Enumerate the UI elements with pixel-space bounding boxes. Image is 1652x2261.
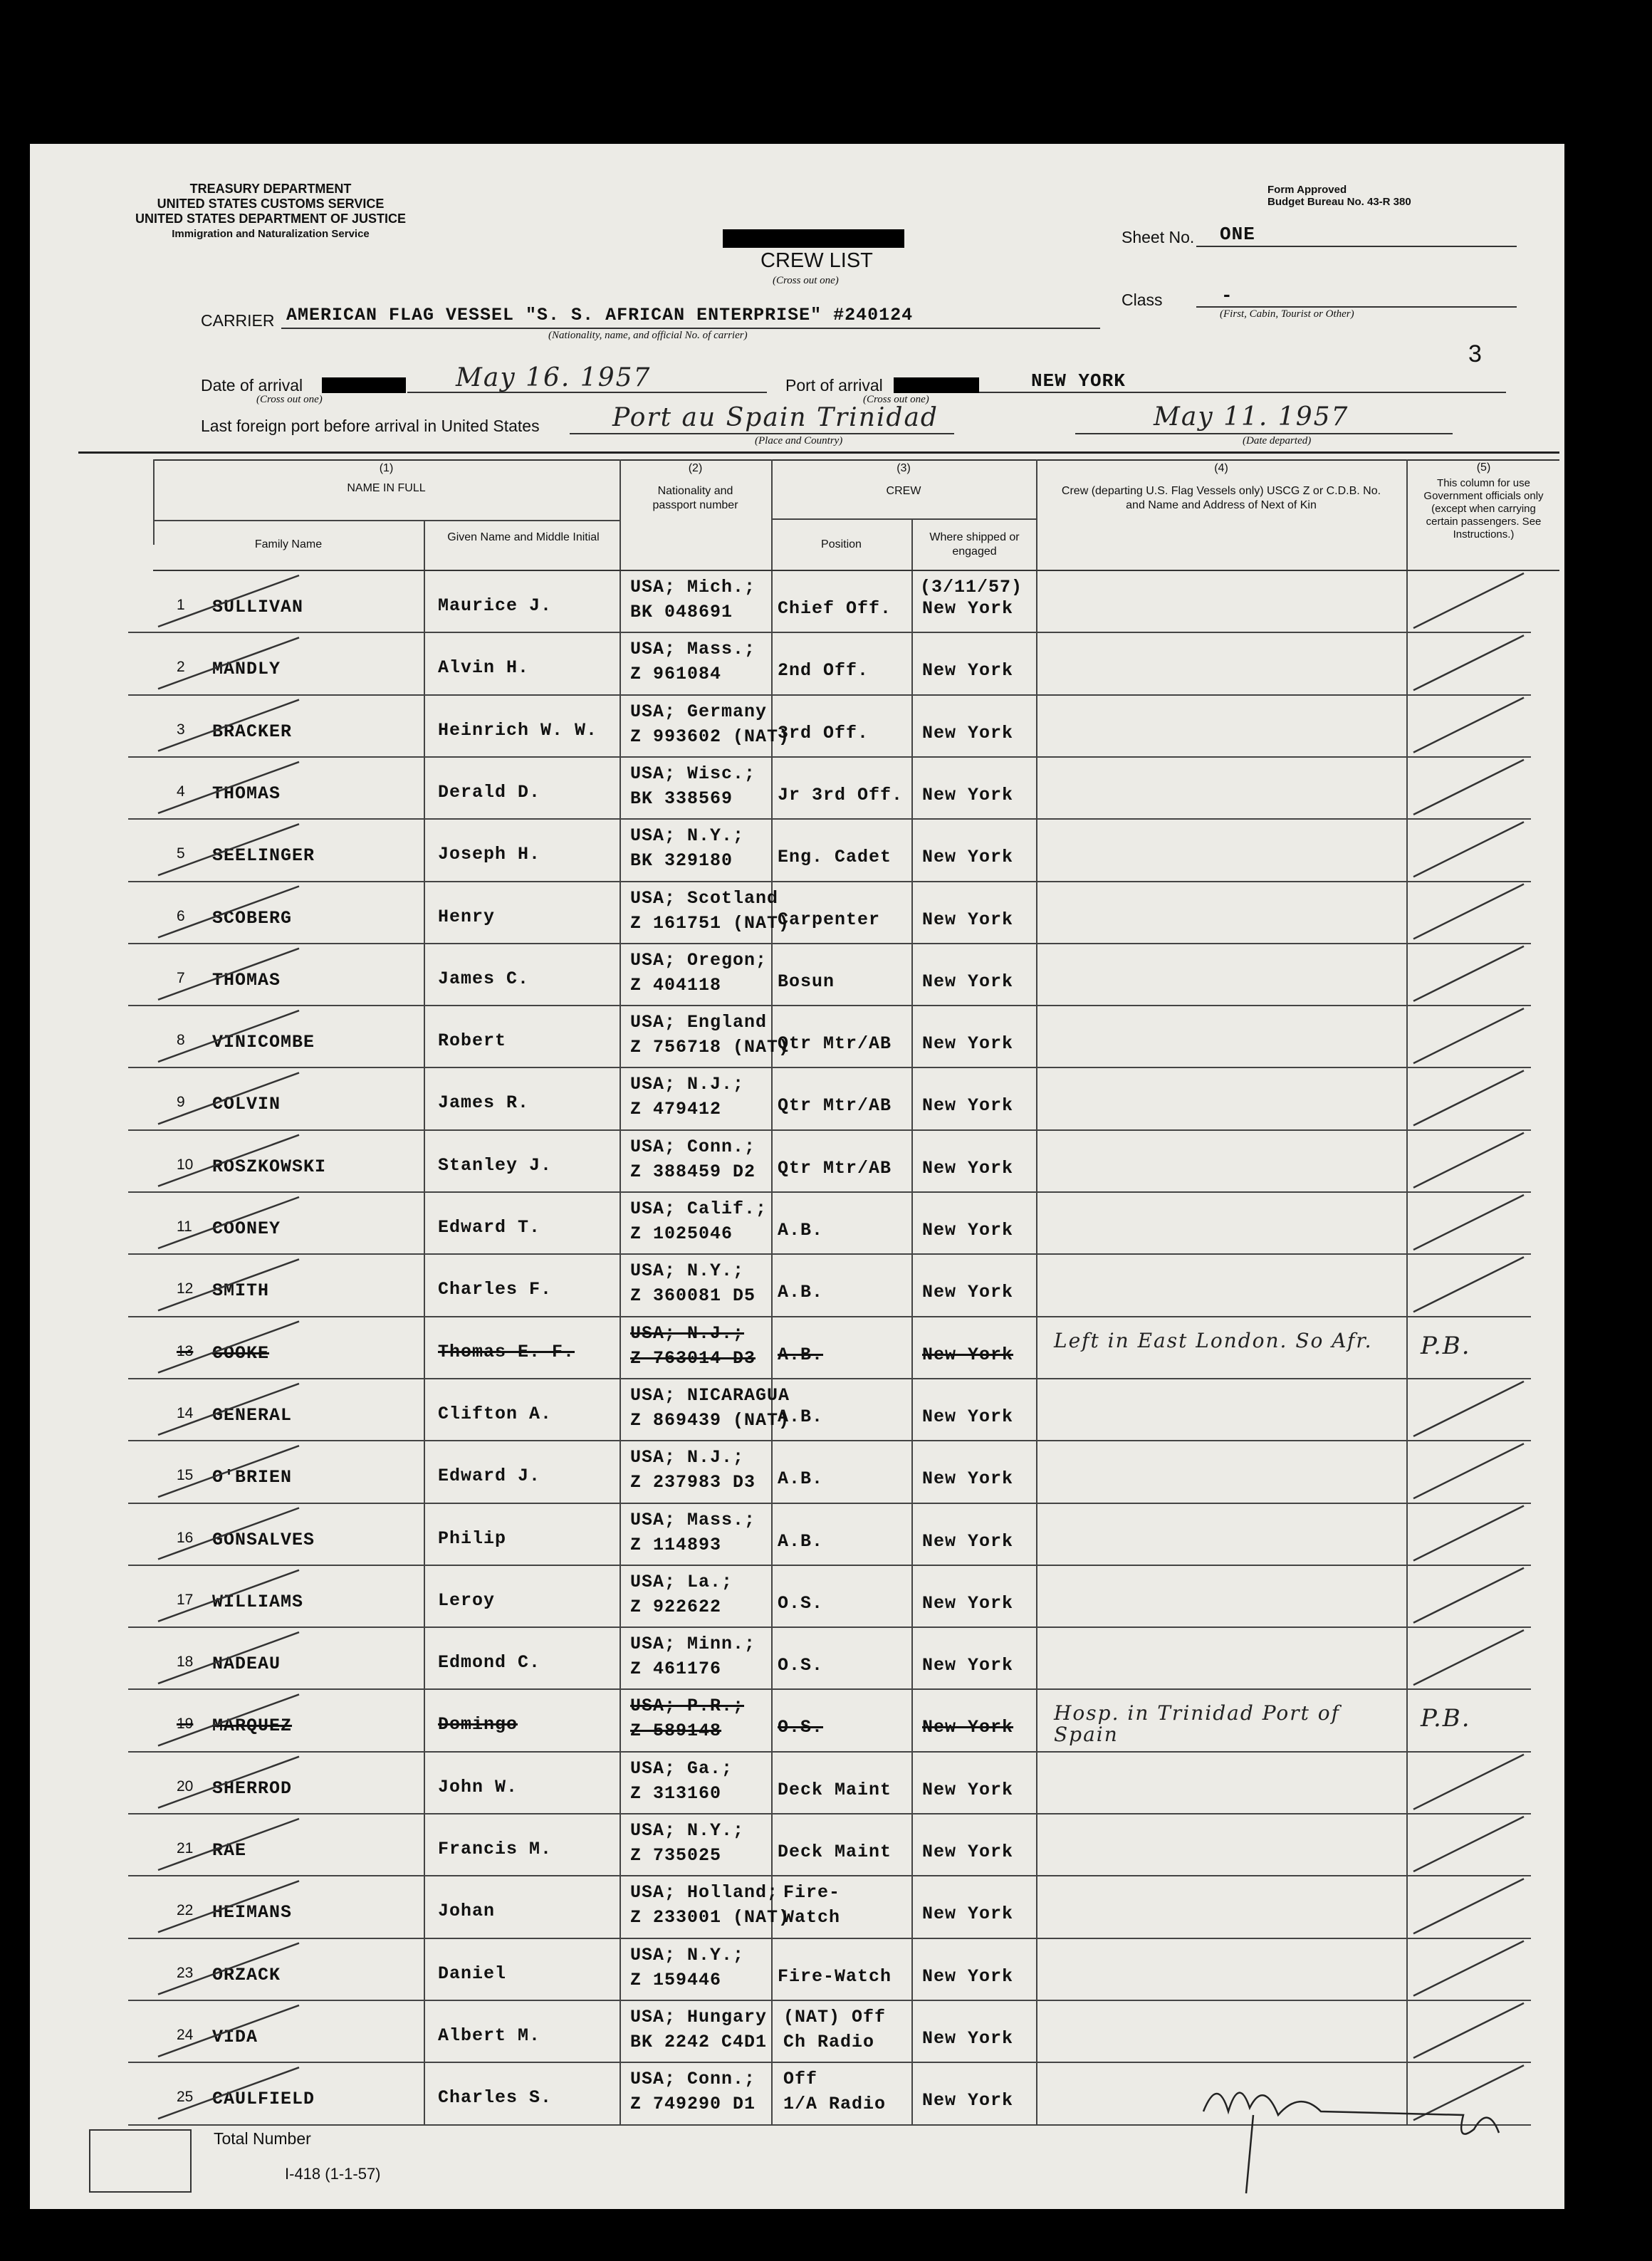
given-name: James C. — [438, 968, 530, 989]
last-port-label: Last foreign port before arrival in United States — [201, 417, 540, 435]
nationality: USA; N.J.; — [630, 1074, 745, 1095]
given-name: Alvin H. — [438, 657, 530, 679]
family-name: BRACKER — [212, 721, 293, 742]
given-name: Robert — [438, 1030, 507, 1052]
name-check-mark — [158, 1881, 299, 1932]
nationality: USA; Scotland — [630, 887, 779, 909]
carrier-value: AMERICAN FLAG VESSEL "S. S. AFRICAN ENTERPRISE" #240124 — [286, 305, 914, 325]
given-name: Albert M. — [438, 2025, 541, 2046]
last-port-note: (Place and Country) — [755, 435, 843, 447]
official-check-mark — [1413, 946, 1524, 1001]
page-number: 3 — [1468, 340, 1482, 367]
name-check-mark — [158, 2005, 299, 2057]
name-check-mark — [158, 1757, 299, 1808]
position: Fire- — [783, 1882, 841, 1904]
given-name: Charles F. — [438, 1279, 553, 1300]
nationality: USA; Ga.; — [630, 1758, 733, 1779]
family-name: SCOBERG — [212, 907, 293, 929]
shipped-place: New York — [922, 1406, 1014, 1427]
given-name: Clifton A. — [438, 1403, 553, 1424]
name-check-mark — [158, 2067, 299, 2119]
official-initials: P.B. — [1421, 1704, 1471, 1733]
nationality: USA; Germany — [630, 701, 768, 722]
name-check-mark — [158, 1072, 299, 1124]
nationality: USA; P.R.; — [630, 1696, 745, 1717]
nationality: USA; N.Y.; — [630, 1260, 745, 1282]
given-name: Edward T. — [438, 1217, 541, 1238]
official-check-mark — [1413, 1257, 1524, 1312]
position: Off — [783, 2069, 818, 2090]
row-number: 19 — [177, 1716, 194, 1733]
nationality: USA; La.; — [630, 1571, 733, 1592]
col1-title: NAME IN FULL — [347, 482, 426, 494]
given-name: John W. — [438, 1776, 518, 1797]
carrier-note: (Nationality, name, and official No. of carrier) — [548, 330, 748, 341]
position: Deck Maint — [778, 1779, 892, 1800]
name-check-mark — [158, 1384, 299, 1435]
given-name: Francis M. — [438, 1839, 553, 1859]
family-name: NADEAU — [212, 1654, 281, 1675]
position: Fire-Watch — [778, 1965, 892, 1987]
official-check-mark — [1413, 1195, 1524, 1250]
row-number: 7 — [177, 969, 185, 986]
port-label: Port of arrival — [785, 376, 883, 395]
position: Qtr Mtr/AB — [778, 1095, 892, 1117]
agency-line-2: UNITED STATES CUSTOMS SERVICE — [157, 197, 385, 211]
shipped-place: New York — [922, 971, 1014, 992]
port-value: NEW YORK — [1031, 370, 1126, 392]
passport-number: Z 114893 — [630, 1534, 722, 1555]
family-name: CAULFIELD — [212, 2089, 315, 2110]
nationality: USA; Mass.; — [630, 1509, 756, 1530]
position: A.B. — [778, 1344, 824, 1365]
name-check-mark — [158, 575, 299, 627]
official-check-mark — [1413, 1755, 1524, 1810]
given-name: Heinrich W. W. — [438, 719, 598, 741]
family-name: ORZACK — [212, 1964, 281, 1985]
position-line-2: Watch — [783, 1907, 841, 1928]
official-check-mark — [1413, 1070, 1524, 1125]
family-name: SHERROD — [212, 1777, 293, 1799]
shipped-place: New York — [922, 660, 1014, 682]
family-name: VIDA — [212, 2026, 258, 2047]
form-approved-line-1: Form Approved — [1267, 184, 1347, 196]
col5-number: (5) — [1476, 461, 1491, 474]
row-number: 25 — [177, 2089, 194, 2106]
shipped-place: New York — [922, 1220, 1014, 1241]
shipped-place: New York — [922, 598, 1014, 619]
shipped-place: New York — [922, 1468, 1014, 1490]
official-check-mark — [1413, 822, 1524, 877]
nationality: USA; Mass.; — [630, 639, 756, 660]
official-check-mark — [1413, 573, 1524, 628]
family-name: RAE — [212, 1840, 247, 1861]
family-name: O'BRIEN — [212, 1467, 293, 1488]
shipped-place: New York — [922, 847, 1014, 868]
agency-line-1: TREASURY DEPARTMENT — [189, 182, 352, 196]
form-approved-line-2: Budget Bureau No. 43-R 380 — [1267, 196, 1411, 208]
col1b-header: Given Name and Middle Initial — [447, 531, 600, 543]
position: (NAT) Off — [783, 2006, 887, 2027]
row-number: 17 — [177, 1591, 194, 1608]
given-name: Edward J. — [438, 1466, 541, 1487]
total-label: Total Number — [214, 2129, 311, 2148]
nationality: USA; Mich.; — [630, 577, 756, 597]
passport-number: Z 756718 (NAT) — [630, 1037, 790, 1058]
given-name: Daniel — [438, 1963, 507, 1984]
last-port-value: Port au Spain Trinidad — [612, 403, 939, 432]
row-number: 18 — [177, 1654, 194, 1671]
total-number-box[interactable] — [89, 2129, 192, 2193]
page-title: CREW LIST — [760, 249, 873, 272]
position: A.B. — [778, 1282, 824, 1303]
official-check-mark — [1413, 1941, 1524, 1996]
passport-number: Z 479412 — [630, 1099, 722, 1120]
passport-number: Z 993602 (NAT) — [630, 726, 790, 747]
name-check-mark — [158, 700, 299, 751]
row-number: 23 — [177, 1964, 194, 1981]
name-check-mark — [158, 1570, 299, 1622]
position: O.S. — [778, 1592, 824, 1614]
given-name: Stanley J. — [438, 1154, 553, 1176]
official-check-mark — [1413, 2003, 1524, 2058]
row-number: 15 — [177, 1467, 194, 1484]
name-check-mark — [158, 1259, 299, 1310]
nationality: USA; N.Y.; — [630, 825, 745, 847]
name-check-mark — [158, 637, 299, 689]
given-name: Johan — [438, 1901, 496, 1922]
row-number: 10 — [177, 1156, 194, 1173]
passport-number: Z 233001 (NAT) — [630, 1907, 790, 1928]
position: Eng. Cadet — [778, 847, 892, 868]
family-name: VINICOMBE — [212, 1032, 315, 1053]
passport-number: BK 338569 — [630, 788, 733, 809]
name-check-mark — [158, 949, 299, 1000]
name-check-mark — [158, 762, 299, 813]
nationality: USA; Conn.; — [630, 2069, 756, 2090]
name-check-mark — [158, 1011, 299, 1062]
class-note: (First, Cabin, Tourist or Other) — [1220, 308, 1354, 320]
position: Deck Maint — [778, 1842, 892, 1862]
family-name: SULLIVAN — [212, 597, 304, 617]
shipped-place: New York — [922, 1282, 1014, 1303]
passport-number: Z 388459 D2 — [630, 1161, 756, 1182]
row-number: 24 — [177, 2026, 194, 2043]
position: O.S. — [778, 1655, 824, 1676]
position: Qtr Mtr/AB — [778, 1157, 892, 1179]
family-name: COLVIN — [212, 1094, 281, 1115]
shipped-place: New York — [922, 1157, 1014, 1179]
passport-number: Z 161751 (NAT) — [630, 912, 790, 934]
arrival-date-label: Date of arrival — [201, 376, 303, 395]
official-check-mark — [1413, 1008, 1524, 1063]
nationality: USA; Holland; — [630, 1882, 779, 1904]
given-name: Thomas E. F. — [438, 1341, 575, 1362]
family-name: MARQUEZ — [212, 1716, 293, 1737]
name-check-mark — [158, 1819, 299, 1870]
family-name: WILLIAMS — [212, 1591, 304, 1612]
position: 3rd Off. — [778, 722, 869, 743]
family-name: GONSALVES — [212, 1529, 315, 1550]
departed-note: (Date departed) — [1243, 435, 1312, 447]
family-name: GENERAL — [212, 1404, 293, 1426]
row-number: 20 — [177, 1777, 194, 1795]
given-name: Henry — [438, 906, 496, 927]
passport-number: Z 922622 — [630, 1596, 722, 1617]
nationality: USA; N.J.; — [630, 1322, 745, 1344]
nationality: USA; Calif.; — [630, 1199, 768, 1219]
row-number: 1 — [177, 597, 185, 613]
col3-number: (3) — [896, 462, 911, 474]
name-check-mark — [158, 1322, 299, 1373]
nationality: USA; Minn.; — [630, 1634, 756, 1655]
name-check-mark — [158, 1197, 299, 1248]
col3-title: CREW — [886, 485, 921, 497]
passport-number: Z 461176 — [630, 1659, 722, 1680]
name-check-mark — [158, 1694, 299, 1745]
passport-number: Z 1025046 — [630, 1223, 733, 1244]
official-check-mark — [1413, 884, 1524, 939]
shipped-place: New York — [922, 784, 1014, 805]
position: O.S. — [778, 1717, 824, 1738]
passport-number: BK 2242 C4D1 — [630, 2031, 768, 2052]
shipped-place: New York — [922, 1095, 1014, 1117]
passport-number: Z 360081 D5 — [630, 1285, 756, 1307]
shipped-place: New York — [922, 1033, 1014, 1055]
class-label: Class — [1122, 291, 1163, 309]
name-check-mark — [158, 1446, 299, 1497]
family-name: COOKE — [212, 1342, 270, 1364]
arrival-date-value: May 16. 1957 — [456, 363, 652, 392]
passport-number: Z 237983 D3 — [630, 1472, 756, 1493]
shipped-place: New York — [922, 2090, 1014, 2111]
family-name: THOMAS — [212, 783, 281, 804]
row-number: 5 — [177, 845, 185, 862]
official-check-mark — [1413, 1879, 1524, 1933]
class-value: - — [1221, 285, 1233, 306]
row-number: 14 — [177, 1404, 194, 1421]
shipped-place: New York — [922, 1655, 1014, 1676]
row-number: 21 — [177, 1840, 194, 1857]
position: A.B. — [778, 1406, 824, 1427]
passport-number: Z 749290 D1 — [630, 2094, 756, 2115]
official-check-mark — [1413, 760, 1524, 815]
official-check-mark — [1413, 1817, 1524, 1871]
position: A.B. — [778, 1530, 824, 1552]
title-note: (Cross out one) — [773, 275, 839, 286]
agency-line-3: UNITED STATES DEPARTMENT OF JUSTICE — [135, 212, 406, 226]
given-name: Philip — [438, 1528, 507, 1549]
name-check-mark — [158, 1632, 299, 1683]
col4-title: Crew (departing U.S. Flag Vessels only) USCG Z or C.D.B. No. and Name and Address of Next of Kin — [1061, 485, 1381, 511]
name-check-mark — [158, 1943, 299, 1995]
passport-number: Z 735025 — [630, 1845, 722, 1866]
given-name: Edmond C. — [438, 1652, 541, 1673]
row-number: 16 — [177, 1529, 194, 1546]
family-name: THOMAS — [212, 969, 281, 991]
nationality: USA; Conn.; — [630, 1136, 756, 1157]
shipped-place: New York — [922, 909, 1014, 930]
shipped-place: New York — [922, 1717, 1014, 1738]
shipped-place: New York — [922, 1842, 1014, 1862]
form-number: I-418 (1-1-57) — [285, 2165, 381, 2183]
col1a-header: Family Name — [254, 538, 323, 550]
family-name: ROSZKOWSKI — [212, 1156, 327, 1177]
nationality: USA; N.Y.; — [630, 1820, 745, 1841]
nationality: USA; Oregon; — [630, 949, 768, 971]
passport-number: Z 404118 — [630, 974, 722, 996]
shipped-place: New York — [922, 1965, 1014, 1987]
given-name: Maurice J. — [438, 595, 553, 616]
passport-number: Z 869439 (NAT) — [630, 1409, 790, 1431]
nationality: USA; N.J.; — [630, 1447, 745, 1468]
passport-number: Z 763014 D3 — [630, 1347, 756, 1369]
sheet-label: Sheet No. — [1122, 228, 1195, 246]
official-check-mark — [1413, 1630, 1524, 1685]
nationality: USA; N.Y.; — [630, 1944, 745, 1965]
official-check-mark — [1413, 1568, 1524, 1623]
position: Carpenter — [778, 909, 881, 930]
official-check-mark — [1413, 635, 1524, 690]
row-number: 3 — [177, 721, 185, 738]
shipped-place: New York — [922, 1904, 1014, 1925]
official-check-mark — [1413, 1506, 1524, 1561]
family-name: HEIMANS — [212, 1902, 293, 1923]
passport-number: Z 159446 — [630, 1969, 722, 1990]
row-number: 11 — [177, 1218, 192, 1235]
passport-number: BK 048691 — [630, 602, 733, 622]
col2-number: (2) — [688, 462, 703, 474]
col3b-header: Where shipped or engaged — [929, 531, 1020, 558]
next-of-kin-note: Hosp. in Trinidad Port of Spain — [1054, 1701, 1341, 1747]
port-note: (Cross out one) — [863, 394, 929, 405]
official-check-mark — [1413, 698, 1524, 753]
name-check-mark — [158, 1508, 299, 1560]
given-name: Leroy — [438, 1589, 496, 1611]
passport-number: Z 589148 — [630, 1720, 722, 1742]
position: Bosun — [778, 971, 835, 992]
shipped-place: New York — [922, 2027, 1014, 2049]
official-check-mark — [1413, 1133, 1524, 1188]
col3a-header: Position — [821, 538, 862, 550]
sheet-value: ONE — [1220, 224, 1255, 245]
shipped-place: New York — [922, 1344, 1014, 1365]
nationality: USA; Hungary — [630, 2006, 768, 2027]
row-number: 4 — [177, 783, 185, 800]
family-name: SEELINGER — [212, 845, 315, 867]
name-check-mark — [158, 887, 299, 938]
nationality: USA; England — [630, 1012, 768, 1033]
row-number: 8 — [177, 1032, 185, 1049]
position-line-2: 1/A Radio — [783, 2094, 887, 2115]
nationality: USA; Wisc.; — [630, 763, 756, 784]
row-number: 9 — [177, 1094, 185, 1111]
passport-number: Z 961084 — [630, 664, 722, 685]
position: Chief Off. — [778, 598, 892, 619]
row-number: 13 — [177, 1342, 194, 1359]
shipped-place: New York — [922, 1592, 1014, 1614]
shipped-place: New York — [922, 1530, 1014, 1552]
given-name: James R. — [438, 1092, 530, 1114]
row-number: 12 — [177, 1280, 194, 1297]
official-initials: P.B. — [1421, 1331, 1471, 1360]
row-number: 6 — [177, 907, 185, 924]
arrival-date-note: (Cross out one) — [256, 394, 323, 405]
position: Jr 3rd Off. — [778, 784, 904, 805]
carrier-label: CARRIER — [201, 311, 275, 330]
col4-number: (4) — [1214, 462, 1228, 474]
col2-title: Nationality and passport number — [652, 485, 738, 511]
given-name: Charles S. — [438, 2087, 553, 2109]
agency-line-4: Immigration and Naturalization Service — [172, 228, 370, 240]
official-check-mark — [1413, 1443, 1524, 1498]
family-name: COONEY — [212, 1218, 281, 1239]
col1-number: (1) — [379, 462, 394, 474]
departed-value: May 11. 1957 — [1154, 402, 1349, 432]
given-name: Domingo — [438, 1714, 518, 1735]
family-name: MANDLY — [212, 659, 281, 680]
position: Qtr Mtr/AB — [778, 1033, 892, 1055]
given-name: Derald D. — [438, 781, 541, 803]
row-number: 22 — [177, 1902, 194, 1919]
nationality: USA; NICARAGUA — [630, 1384, 790, 1406]
position: 2nd Off. — [778, 660, 869, 682]
shipped-date: (3/11/57) — [920, 577, 1023, 597]
name-check-mark — [158, 824, 299, 875]
position-line-2: Ch Radio — [783, 2031, 875, 2052]
shipped-place: New York — [922, 1779, 1014, 1800]
next-of-kin-note: Left in East London. So Afr. — [1054, 1328, 1373, 1352]
passport-number: BK 329180 — [630, 850, 733, 872]
given-name: Joseph H. — [438, 844, 541, 865]
col5-title: This column for use Government officials only (except when carrying certain passengers. See Instructions.) — [1423, 477, 1544, 541]
passport-number: Z 313160 — [630, 1782, 722, 1804]
family-name: SMITH — [212, 1280, 270, 1302]
position: A.B. — [778, 1220, 824, 1241]
row-number: 2 — [177, 659, 185, 676]
shipped-place: New York — [922, 722, 1014, 743]
official-check-mark — [1413, 1382, 1524, 1436]
position: A.B. — [778, 1468, 824, 1490]
name-check-mark — [158, 1135, 299, 1186]
